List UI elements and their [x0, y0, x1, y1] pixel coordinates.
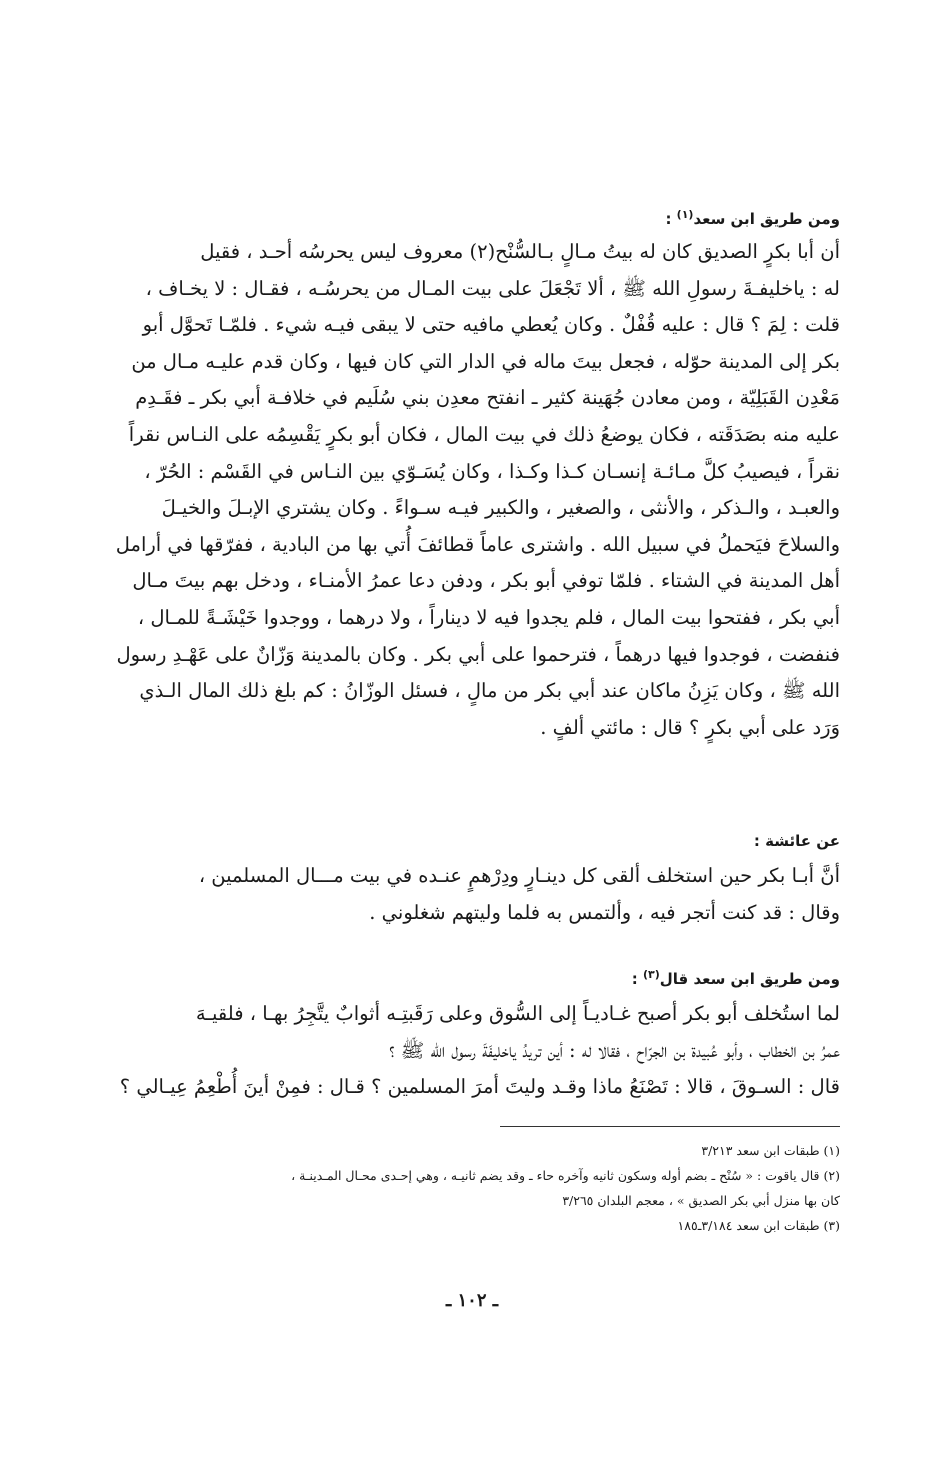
text-line: له : ياخليفـةَ رسولِ الله ﷺ ، ألا تَجْعَلَ على بيت المـال من يحرسُـه ، فقـال : لا يخـاف ،: [145, 276, 840, 300]
footnote-2: (٢) قال ياقوت : « سُنْح ـ بضم أوله وسكون ثانيه وآخره حاء ـ وقد يضم ثانيـه ، وهي إحـدى محـال المـدينـة ،: [291, 1168, 840, 1183]
text-line: الله ﷺ ، وكان يَزِنُ ماكان عند أبي بكر من مالٍ ، فسئل الوزّانُ : كم بلغ ذلك المال الـذي: [139, 679, 840, 703]
footnote-separator: [500, 1126, 840, 1127]
text-line: وقال : قد كنت أتجر فيه ، وألتمس به فلما وليتهم شغلوني .: [369, 900, 840, 924]
heading-colon: :: [631, 970, 643, 988]
paragraph-ibn-saad-1: [108, 234, 840, 746]
text-line: قلت : لِمَ ؟ قال : عليه قُفْلٌ . وكان يُعطي مافيه حتى لا يبقى فيـه شيء . فلمّـا تَحوَّل أبو: [142, 313, 840, 337]
text-line: قال : السـوقَ ، قالا : تَصْنَعُ ماذا وقـد وليتَ أمرَ المسلمين ؟ قـال : فمِنْ أينَ أُطْعِمُ عِيـالي ؟: [119, 1075, 840, 1099]
text-line: والعبـد ، والـذكر ، والأنثى ، والصغير ، والكبير فيـه سـواءً . وكان يشتري الإبـلَ والخيـلَ: [161, 496, 840, 520]
heading-text: ومن طريق ابن سعد: [693, 210, 840, 228]
text-line: عليه منه بصَدَقَته ، فكان يوضعُ ذلك في بيت المال ، فكان أبو بكرٍ يَقْسِمُه على النـاس نقراً: [128, 422, 840, 446]
text-line: والسلاحَ فيَحملُ في سبيل الله . واشترى عاماً قطائفَ أُتي بها من البادية ، ففرّقها في أرامل: [115, 532, 840, 556]
text-line: أبي بكر ، ففتحوا بيت المال ، فلم يجدوا فيه لا ديناراً ، ولا درهما ، ووجدوا خَيْشَـةً للمـال ،: [137, 605, 840, 629]
text-line: عمرُ بن الخطاب ، وأبو عُبيدة بن الجرّاح ، فقالا له : أين تريدُ ياخليفَةَ رسول الله ﷺ ؟: [389, 1038, 840, 1062]
text-line: أن أبا بكرٍ الصديق كان له بيتُ مـالٍ بـالسُّنْح(٢) معروف ليس يحرسُه أحـد ، فقيل: [200, 240, 840, 263]
heading-colon: :: [753, 832, 766, 850]
footnote-ref: (١): [676, 208, 694, 221]
text-line: مَعْدِن القَبَلِيّة ، ومن معادن جُهَينة كثير ـ انفتح معدِن بني سُلَيم في خلافـة أبي بكر ـ فقَـدِم: [135, 386, 840, 410]
text-line: لما استُخلف أبو بكر أصبح غـاديـاً إلى السُّوق وعلى رَقَبتِـه أثوابٌ يتَّجِرُ بهـا ، فلقيـهَ: [195, 1002, 840, 1025]
heading-colon: :: [665, 210, 677, 228]
footnote-ref: (٣): [642, 968, 660, 981]
footnote-2-continued: كان بها منزل أبي بكر الصديق » ، معجم البلدان ٣/٢٦٥: [562, 1193, 840, 1208]
footnotes: [108, 1138, 840, 1238]
text-line: بكر إلى المدينة حوّله ، فجعل بيتَ ماله في الدار التي كان فيها ، وكان قدم عليـه مـال من: [131, 349, 840, 373]
text-line: فنفضت ، فوجدوا فيها درهماً ، فترحموا على أبي بكر . وكان بالمدينة وَزّانٌ على عَهْـدِ رسول: [116, 642, 840, 666]
text-line: نقراً ، فيصيبُ كلَّ مـائـة إنسـان كـذا وكـذا ، وكان يُسَـوّي بين النـاس في القَسْم : الحُرّ ،: [144, 459, 840, 483]
text-line: أنَّ أبـا بكر حين استخلف ألقى كل دينـارٍ ودِرْهمٍ عنـده في بيت مـــال المسلمين ،: [198, 864, 840, 887]
page-number: ـ ١٠٢ ـ: [445, 1290, 499, 1311]
paragraph-ibn-saad-2: [108, 996, 840, 1106]
footnote-1: (١) طبقات ابن سعد ٣/٢١٣: [701, 1143, 840, 1158]
footnote-3: (٣) طبقات ابن سعد ٣/١٨٤ـ١٨٥: [677, 1218, 840, 1233]
heading-text: ومن طريق ابن سعد قال: [659, 970, 840, 988]
text-line: أهل المدينة في الشتاء . فلمّا توفي أبو بكر ، ودفن دعا عمرُ الأمنـاء ، ودخل بهم بيتَ مـال: [132, 569, 840, 593]
section-heading-ibn-saad-2: [108, 964, 840, 990]
section-heading-aisha: [108, 830, 840, 852]
heading-text: عن عائشة: [765, 832, 840, 850]
paragraph-aisha: [108, 858, 840, 931]
section-heading-ibn-saad-1: [108, 204, 840, 230]
text-line: وَرَد على أبي بكرٍ ؟ قال : مائتي ألفٍ .: [540, 715, 840, 739]
